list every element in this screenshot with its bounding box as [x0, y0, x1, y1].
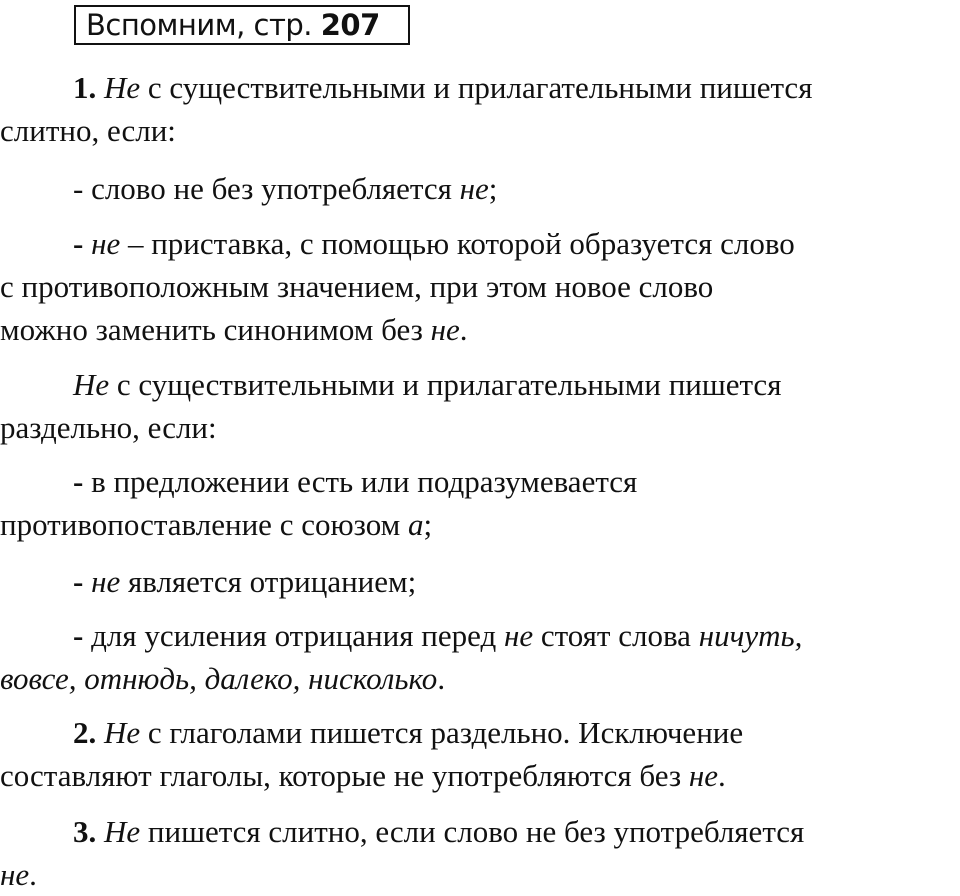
- rule-2-number: 2.: [73, 715, 97, 750]
- bullet-5-end: .: [437, 661, 446, 696]
- rule-2-ne2: не: [688, 758, 719, 793]
- bullet-3-text-line2: противопоставление с союзом: [0, 507, 408, 542]
- bullet-2-dash: -: [73, 226, 92, 261]
- bullet-5-dash: -: [73, 618, 92, 653]
- bullet-3-paragraph: [0, 460, 960, 546]
- bullet-1-paragraph: [0, 167, 960, 210]
- rule-1b-ne: Не: [73, 367, 110, 402]
- rule-2-text-line1: с глаголами пишется раздельно. Исключение: [140, 715, 744, 750]
- rule-1-text-line1: с существительными и прилагательными пишется: [140, 70, 813, 105]
- rule-3-number: 3.: [73, 814, 97, 849]
- rule-1-number: 1.: [73, 70, 97, 105]
- rule-3-text-line1: пишется слитно, если слово не без употребляется: [140, 814, 805, 849]
- bullet-4-dash: -: [73, 564, 92, 599]
- bullet-5-words1: ничуть,: [698, 618, 803, 653]
- rule-3-ne: Не: [104, 814, 141, 849]
- rule-1-text-line2: слитно, если:: [0, 113, 176, 148]
- bullet-4-paragraph: [0, 560, 960, 603]
- header-page-number: 207: [320, 8, 380, 42]
- bullet-2-paragraph: [0, 222, 960, 351]
- rule-2-ne: Не: [104, 715, 141, 750]
- rule-1-ne: Не: [104, 70, 141, 105]
- bullet-2-ne: не: [91, 226, 121, 261]
- bullet-4-text: является отрицанием;: [120, 564, 417, 599]
- rule-1b-text-line1: с существительными и прилагательными пишется: [109, 367, 782, 402]
- bullet-1-dash: -: [73, 171, 92, 206]
- rule-1b-text-line2: раздельно, если:: [0, 410, 217, 445]
- section-header-box: [74, 5, 410, 45]
- rule-3-end: .: [29, 857, 37, 892]
- rule-2-text-line2: составляют глаголы, которые не употребляются без: [0, 758, 689, 793]
- bullet-2-text-line2: с противоположным значением, при этом новое слово: [0, 269, 714, 304]
- bullet-1-text: слово не без употребляется: [91, 171, 460, 206]
- bullet-2-text-line1: – приставка, с помощью которой образуется слово: [120, 226, 795, 261]
- bullet-3-a: а: [407, 507, 424, 542]
- bullet-5-ne: не: [503, 618, 534, 653]
- rule-3-paragraph: [0, 810, 960, 896]
- bullet-2-text-line3: можно заменить синонимом без: [0, 312, 431, 347]
- bullet-3-text-line1: в предложении есть или подразумевается: [91, 464, 638, 499]
- bullet-1-ne: не: [459, 171, 489, 206]
- bullet-3-dash: -: [73, 464, 92, 499]
- bullet-2-ne2: не: [430, 312, 460, 347]
- rule-2-end: .: [718, 758, 726, 793]
- rule-3-ne2: не: [0, 857, 30, 892]
- bullet-5-text2: стоят слова: [533, 618, 699, 653]
- bullet-3-end: ;: [423, 507, 433, 542]
- bullet-4-ne: не: [91, 564, 121, 599]
- bullet-5-text1: для усиления отрицания перед: [91, 618, 504, 653]
- rule-1b-paragraph: [0, 363, 960, 449]
- bullet-5-words2: вовсе, отнюдь, далеко, нисколько: [0, 661, 438, 696]
- bullet-5-paragraph: [0, 614, 960, 700]
- rule-2-paragraph: [0, 711, 960, 797]
- header-label: Вспомним, стр.: [86, 8, 313, 42]
- bullet-2-end: .: [459, 312, 468, 347]
- bullet-1-end: ;: [488, 171, 498, 206]
- rule-1-paragraph: [0, 66, 960, 152]
